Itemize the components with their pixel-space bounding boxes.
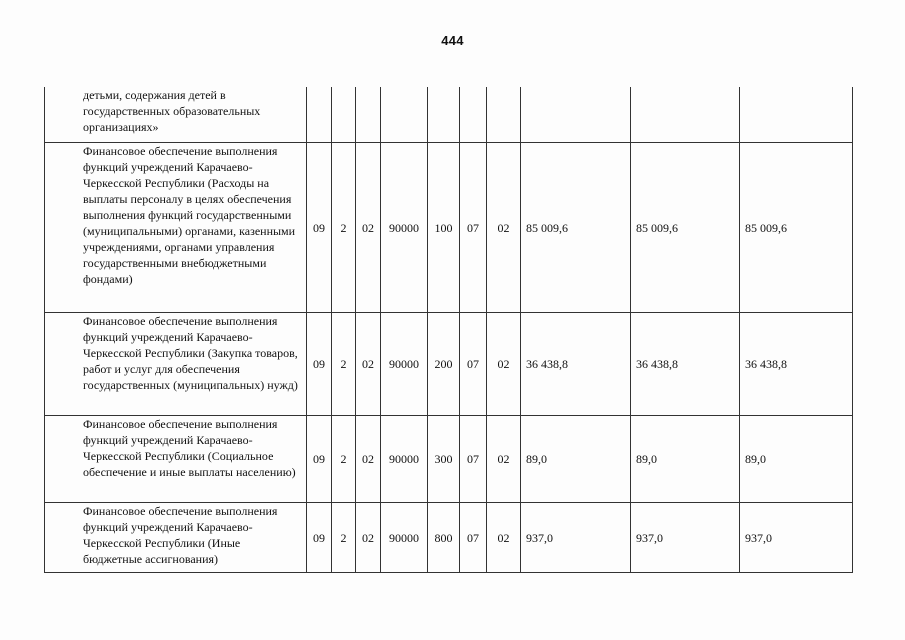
table-body [45, 87, 853, 573]
amount-cell-3: 937,0 [740, 503, 853, 573]
table-row [45, 416, 853, 503]
program-code: 2 [332, 313, 356, 416]
table-row [45, 503, 853, 573]
subprogram-code: 02 [356, 503, 381, 573]
subsection-code: 02 [487, 143, 521, 313]
row-description: детьми, содержания детей в государственных образовательных организациях» [45, 87, 307, 143]
amount-cell-2: 36 438,8 [631, 313, 740, 416]
program-code: 2 [332, 503, 356, 573]
amount-cell-2 [631, 87, 740, 143]
amount-cell-2: 85 009,6 [631, 143, 740, 313]
section-code [460, 87, 487, 143]
amount-cell-1: 89,0 [521, 416, 631, 503]
row-description: Финансовое обеспечение выполнения функций учреждений Карачаево-Черкесской Республики (Расходы на выплаты персоналу в целях обеспечения выполнения функций государственными (муниципальными) органами, казенными учреждениями, органами управления государственными внебюджетными фондами) [45, 143, 307, 313]
expense-type-code [428, 87, 460, 143]
subprogram-code [356, 87, 381, 143]
table-row [45, 313, 853, 416]
subprogram-code: 02 [356, 416, 381, 503]
ministry-code: 09 [307, 313, 332, 416]
section-code: 07 [460, 313, 487, 416]
subsection-code: 02 [487, 313, 521, 416]
direction-code: 90000 [381, 503, 428, 573]
subsection-code: 02 [487, 503, 521, 573]
amount-cell-2: 89,0 [631, 416, 740, 503]
subsection-code [487, 87, 521, 143]
section-code: 07 [460, 503, 487, 573]
budget-table [44, 87, 853, 573]
direction-code [381, 87, 428, 143]
ministry-code: 09 [307, 503, 332, 573]
program-code: 2 [332, 416, 356, 503]
expense-type-code: 800 [428, 503, 460, 573]
table-row [45, 87, 853, 143]
program-code: 2 [332, 143, 356, 313]
amount-cell-3 [740, 87, 853, 143]
direction-code: 90000 [381, 313, 428, 416]
row-description: Финансовое обеспечение выполнения функций учреждений Карачаево-Черкесской Республики (Иные бюджетные ассигнования) [45, 503, 307, 573]
table-row [45, 143, 853, 313]
amount-cell-1: 85 009,6 [521, 143, 631, 313]
section-code: 07 [460, 416, 487, 503]
amount-cell-1: 36 438,8 [521, 313, 631, 416]
row-description: Финансовое обеспечение выполнения функций учреждений Карачаево-Черкесской Республики (Закупка товаров, работ и услуг для обеспечения государственных (муниципальных) нужд) [45, 313, 307, 416]
subprogram-code: 02 [356, 313, 381, 416]
section-code: 07 [460, 143, 487, 313]
subsection-code: 02 [487, 416, 521, 503]
amount-cell-3: 89,0 [740, 416, 853, 503]
ministry-code: 09 [307, 416, 332, 503]
row-description: Финансовое обеспечение выполнения функций учреждений Карачаево-Черкесской Республики (Социальное обеспечение и иные выплаты населению) [45, 416, 307, 503]
expense-type-code: 200 [428, 313, 460, 416]
ministry-code: 09 [307, 143, 332, 313]
expense-type-code: 300 [428, 416, 460, 503]
direction-code: 90000 [381, 143, 428, 313]
amount-cell-3: 36 438,8 [740, 313, 853, 416]
ministry-code [307, 87, 332, 143]
amount-cell-2: 937,0 [631, 503, 740, 573]
program-code [332, 87, 356, 143]
amount-cell-1: 937,0 [521, 503, 631, 573]
amount-cell-1 [521, 87, 631, 143]
page-number: 444 [441, 33, 464, 48]
subprogram-code: 02 [356, 143, 381, 313]
expense-type-code: 100 [428, 143, 460, 313]
amount-cell-3: 85 009,6 [740, 143, 853, 313]
direction-code: 90000 [381, 416, 428, 503]
